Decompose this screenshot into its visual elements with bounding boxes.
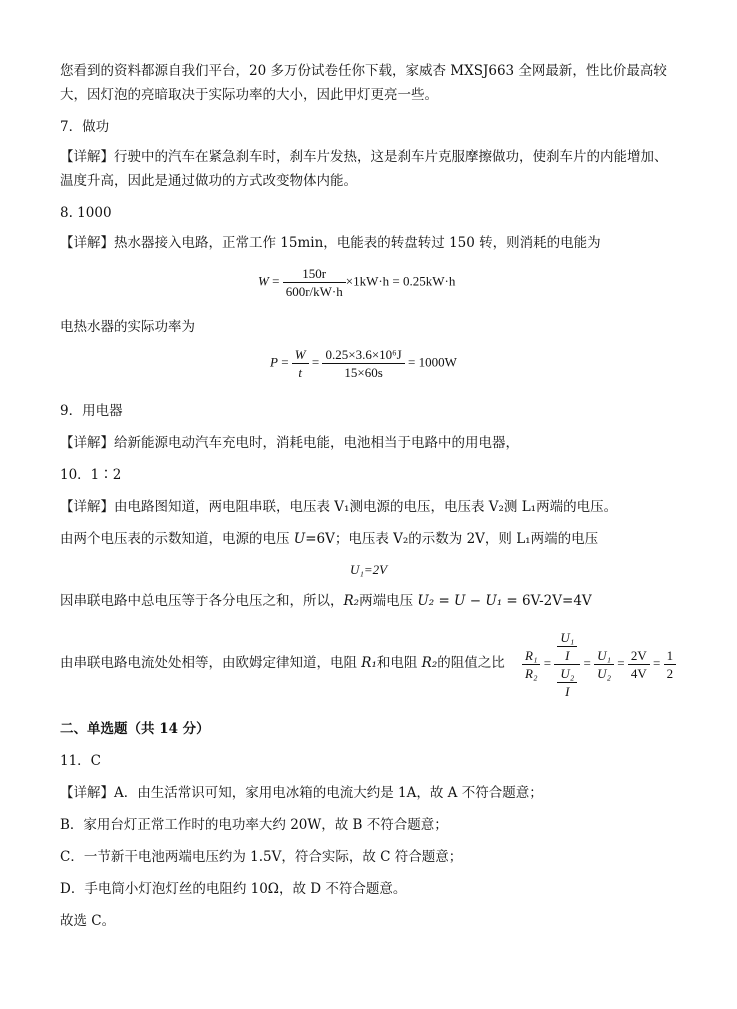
formula-result: = 1000W bbox=[404, 354, 457, 370]
option-text: B．家用台灯正常工作时的电功率大约 20W，故 B 不符合题意； bbox=[60, 817, 448, 833]
formula-power bbox=[270, 347, 457, 380]
text-span: 因串联电路中总电压等于各分电压之和，所以， bbox=[60, 593, 344, 609]
detail-text: 【详解】给新能源电动汽车充电时，消耗电能，电池相当于电路中的用电器， bbox=[60, 435, 519, 451]
formula-ratio bbox=[522, 630, 676, 699]
formula-operator: = bbox=[540, 655, 555, 671]
formula-fraction bbox=[664, 648, 677, 681]
fraction-numerator: U₁ bbox=[557, 630, 577, 647]
answer-heading: 10．1∶2 bbox=[60, 467, 122, 483]
formula-operator: = bbox=[268, 273, 283, 289]
fraction-denominator: 2 bbox=[666, 666, 674, 681]
formula-operator: = bbox=[277, 354, 292, 370]
section-heading: 二、单选题（共 14 分） bbox=[60, 721, 210, 737]
text-span: 由两个电压表的示数知道，电源的电压 bbox=[60, 531, 294, 547]
fraction-denominator: 600r/kW·h bbox=[285, 284, 343, 299]
formula-u2: U₂ = U − U₁ bbox=[417, 593, 503, 609]
symbol: R₁ bbox=[361, 655, 377, 671]
formula-operator: = bbox=[614, 655, 628, 671]
formula-symbol: W bbox=[258, 273, 269, 289]
formula-fraction bbox=[594, 648, 614, 681]
text-span: 和电阻 bbox=[376, 655, 422, 671]
answer-heading: 11．C bbox=[60, 753, 102, 769]
formula-result: ×1kW·h = 0.25kW·h bbox=[345, 273, 456, 289]
symbol: U bbox=[293, 531, 306, 547]
detail-text: 【详解】行驶中的汽车在紧急刹车时，刹车片发热，这是刹车片克服摩擦做功，使刹车片的内能增加、 bbox=[60, 149, 668, 165]
fraction-numerator: 0.25×3.6×10⁶J bbox=[322, 347, 404, 364]
fraction-numerator: W bbox=[292, 347, 309, 364]
answer-heading: 9．用电器 bbox=[60, 403, 123, 419]
formula-u1: U₁=2V bbox=[350, 562, 388, 577]
fraction-denominator: I bbox=[565, 684, 570, 699]
formula-energy bbox=[258, 266, 455, 299]
fraction-denominator: I bbox=[565, 648, 570, 663]
detail-text: 【详解】由电路图知道，两电阻串联，电压表 V₁测电源的电压，电压表 V₂测 L₁两端的电压。 bbox=[60, 499, 618, 515]
fraction-denominator: R₂ bbox=[525, 666, 538, 681]
text-span: 的阻值之比 bbox=[437, 655, 505, 671]
detail-text: 电热水器的实际功率为 bbox=[60, 319, 195, 335]
formula-fraction bbox=[557, 666, 577, 699]
answer-heading: 8. 1000 bbox=[60, 205, 112, 221]
conclusion-text: 故选 C。 bbox=[60, 913, 116, 929]
detail-text: 温度升高，因此是通过做功的方式改变物体内能。 bbox=[60, 173, 357, 189]
detail-text bbox=[60, 592, 592, 610]
text-span: =6V；电压表 V₂的示数为 2V，则 L₁两端的电压 bbox=[305, 531, 599, 547]
formula-result: = 6V-2V=4V bbox=[502, 593, 592, 609]
text-span: 两端电压 bbox=[359, 593, 414, 609]
formula-fraction bbox=[292, 347, 309, 380]
option-text: C．一节新干电池两端电压约为 1.5V，符合实际，故 C 符合题意； bbox=[60, 849, 463, 865]
formula-fraction bbox=[283, 266, 346, 299]
formula-fraction bbox=[322, 347, 404, 380]
fraction-numerator: R₁ bbox=[522, 648, 540, 665]
fraction-numerator: 150r bbox=[283, 266, 346, 283]
fraction-denominator: 4V bbox=[630, 666, 647, 681]
symbol: R₂ bbox=[421, 655, 438, 671]
detail-text: 【详解】热水器接入电路，正常工作 15min，电能表的转盘转过 150 转，则消耗的电能为 bbox=[60, 235, 601, 251]
text-span: 由串联电路电流处处相等，由欧姆定律知道，电阻 bbox=[60, 655, 362, 671]
fraction-numerator: U₁ bbox=[594, 648, 614, 665]
option-text: D．手电筒小灯泡灯丝的电阻约 10Ω，故 D 不符合题意。 bbox=[60, 881, 407, 897]
detail-text bbox=[60, 654, 505, 672]
answer-heading: 7．做功 bbox=[60, 119, 110, 135]
symbol: R₂ bbox=[343, 593, 360, 609]
text-line: 您看到的资料都源自我们平台，20 多万份试卷任你下载，家威杏 MXSJ663 全网最新，性比价最高较 bbox=[60, 63, 667, 79]
formula-fraction bbox=[522, 648, 540, 681]
formula-fraction bbox=[557, 630, 577, 663]
fraction-denominator bbox=[554, 665, 580, 699]
formula-operator: = bbox=[308, 354, 323, 370]
fraction-numerator bbox=[554, 630, 580, 665]
detail-text bbox=[60, 530, 598, 548]
detail-text: 【详解】A．由生活常识可知，家用电冰箱的电流大约是 1A，故 A 不符合题意； bbox=[60, 785, 543, 801]
fraction-numerator: 2V bbox=[628, 648, 650, 665]
formula-fraction bbox=[628, 648, 650, 681]
text-line: 大，因灯泡的亮暗取决于实际功率的大小，因此甲灯更亮一些。 bbox=[60, 87, 438, 103]
fraction-denominator: 15×60s bbox=[344, 365, 383, 380]
fraction-numerator: 1 bbox=[664, 648, 677, 665]
compound-fraction bbox=[554, 630, 580, 699]
fraction-denominator: U₂ bbox=[597, 666, 611, 681]
formula-symbol: P bbox=[270, 354, 278, 370]
fraction-numerator: U₂ bbox=[557, 666, 577, 683]
formula-operator: = bbox=[649, 655, 664, 671]
formula-operator: = bbox=[580, 655, 595, 671]
fraction-denominator: t bbox=[298, 365, 303, 380]
